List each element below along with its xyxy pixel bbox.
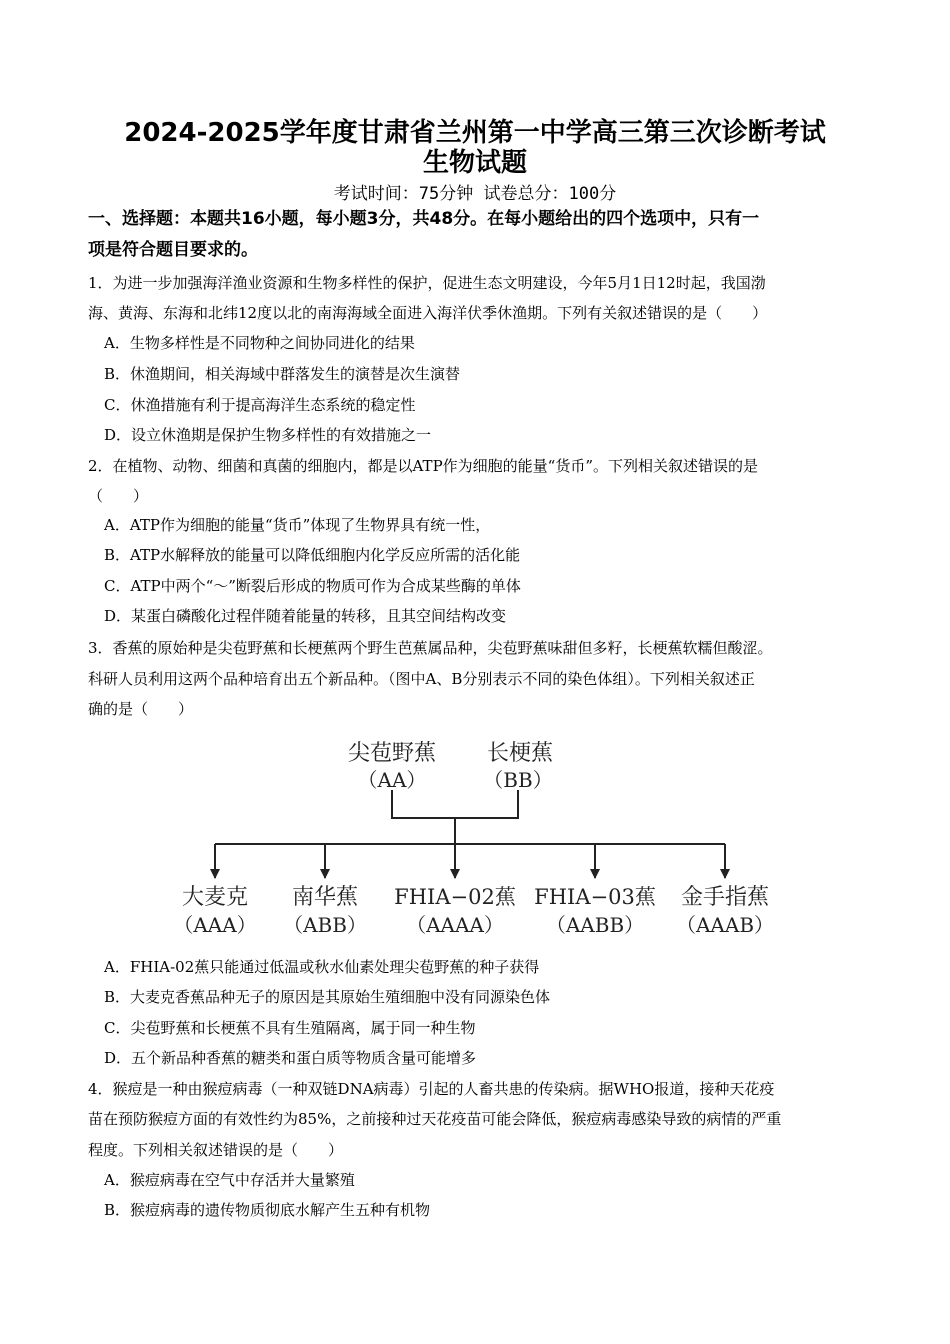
offspring-labels: [173, 885, 774, 937]
q1-option-d: D．设立休渔期是保护生物多样性的有效措施之一: [104, 426, 432, 444]
q3-stem-line: 确的是（ ）: [88, 700, 194, 718]
q4-stem-line: 4．猴痘是一种由猴痘病毒（一种双链DNA病毒）引起的人畜共患的传染病。据WHO报道，接种天花疫: [88, 1080, 775, 1098]
q1-stem-line: 海、黄海、东海和北纬12度以北的南海海域全面进入海洋伏季休渔期。下列有关叙述错误的是（ ）: [88, 304, 768, 322]
q2-stem-line: 2．在植物、动物、细菌和真菌的细胞内，都是以ATP作为细胞的能量“货币”。下列相关叙述错误的是: [88, 457, 758, 475]
offspring-3-genome: （AAAA）: [406, 913, 504, 937]
q2-stem-line: （ ）: [88, 487, 149, 505]
q3-option-c: C．尖苞野蕉和长梗蕉不具有生殖隔离，属于同一种生物: [104, 1019, 476, 1037]
offspring-5-genome: （AAAB）: [675, 913, 775, 937]
q1-option-b: B．休渔期间，相关海域中群落发生的演替是次生演替: [104, 365, 461, 383]
parent-b-genome: （BB）: [483, 768, 553, 792]
banana-breeding-diagram: [170, 732, 790, 944]
q4-option-a: A．猴痘病毒在空气中存活并大量繁殖: [104, 1171, 355, 1189]
q2-option-c: C．ATP中两个“～”断裂后形成的物质可作为合成某些酶的单体: [104, 577, 521, 595]
q3-stem-line: 科研人员利用这两个品种培育出五个新品种。（图中A、B分别表示不同的染色体组）。下列相关叙述正: [88, 670, 755, 688]
parent-a-name: 尖苞野蕉: [347, 741, 437, 766]
offspring-2-genome: （ABB）: [283, 913, 367, 937]
section-heading-cont: 项是符合题目要求的。: [88, 240, 258, 260]
q1-option-a: A．生物多样性是不同物种之间协同进化的结果: [104, 334, 415, 352]
diagram-connectors: [215, 790, 725, 878]
exam-title: 2024-2025学年度甘肃省兰州第一中学高三第三次诊断考试: [124, 118, 826, 148]
parent-a-genome: （AA）: [357, 768, 427, 792]
offspring-4-name: FHIA−03蕉: [534, 885, 656, 909]
q1-stem-line: 1．为进一步加强海洋渔业资源和生物多样性的保护，促进生态文明建设，今年5月1日12时起，我国渤: [88, 274, 766, 292]
offspring-3-name: FHIA−02蕉: [394, 885, 516, 909]
breeding-diagram-svg: [170, 732, 790, 944]
q2-option-b: B．ATP水解释放的能量可以降低细胞内化学反应所需的活化能: [104, 546, 521, 564]
offspring-1-name: 大麦克: [181, 885, 249, 910]
parent-b-name: 长梗蕉: [486, 741, 554, 766]
q3-option-b: B．大麦克香蕉品种无子的原因是其原始生殖细胞中没有同源染色体: [104, 988, 551, 1006]
parent-labels: [348, 741, 553, 792]
section-heading: 一、选择题：本题共16小题，每小题3分，共48分。在每小题给出的四个选项中，只有一: [88, 209, 760, 229]
q1-option-c: C．休渔措施有利于提高海洋生态系统的稳定性: [104, 396, 416, 414]
exam-info: 考试时间：75分钟 试卷总分：100分: [333, 184, 617, 204]
q4-stem-line: 苗在预防猴痘方面的有效性约为85%，之前接种过天花疫苗可能会降低，猴痘病毒感染导致的病情的严重: [88, 1110, 782, 1128]
q2-option-a: A．ATP作为细胞的能量“货币”体现了生物界具有统一性，: [104, 516, 491, 534]
q3-stem-line: 3．香蕉的原始种是尖苞野蕉和长梗蕉两个野生芭蕉属品种，尖苞野蕉味甜但多籽，长梗蕉软糯但酸涩。: [88, 639, 773, 657]
q4-stem-line: 程度。下列相关叙述错误的是（ ）: [88, 1141, 344, 1159]
offspring-5-name: 金手指蕉: [680, 885, 770, 910]
offspring-4-genome: （AABB）: [545, 913, 645, 937]
q3-option-a: A．FHIA-02蕉只能通过低温或秋水仙素处理尖苞野蕉的种子获得: [104, 958, 540, 976]
q2-option-d: D．某蛋白磷酸化过程伴随着能量的转移，且其空间结构改变: [104, 607, 507, 625]
q4-option-b: B．猴痘病毒的遗传物质彻底水解产生五种有机物: [104, 1201, 431, 1219]
offspring-1-genome: （AAA）: [173, 913, 257, 937]
offspring-2-name: 南华蕉: [291, 885, 359, 910]
exam-subject: 生物试题: [422, 148, 527, 178]
q3-option-d: D．五个新品种香蕉的糖类和蛋白质等物质含量可能增多: [104, 1049, 477, 1067]
